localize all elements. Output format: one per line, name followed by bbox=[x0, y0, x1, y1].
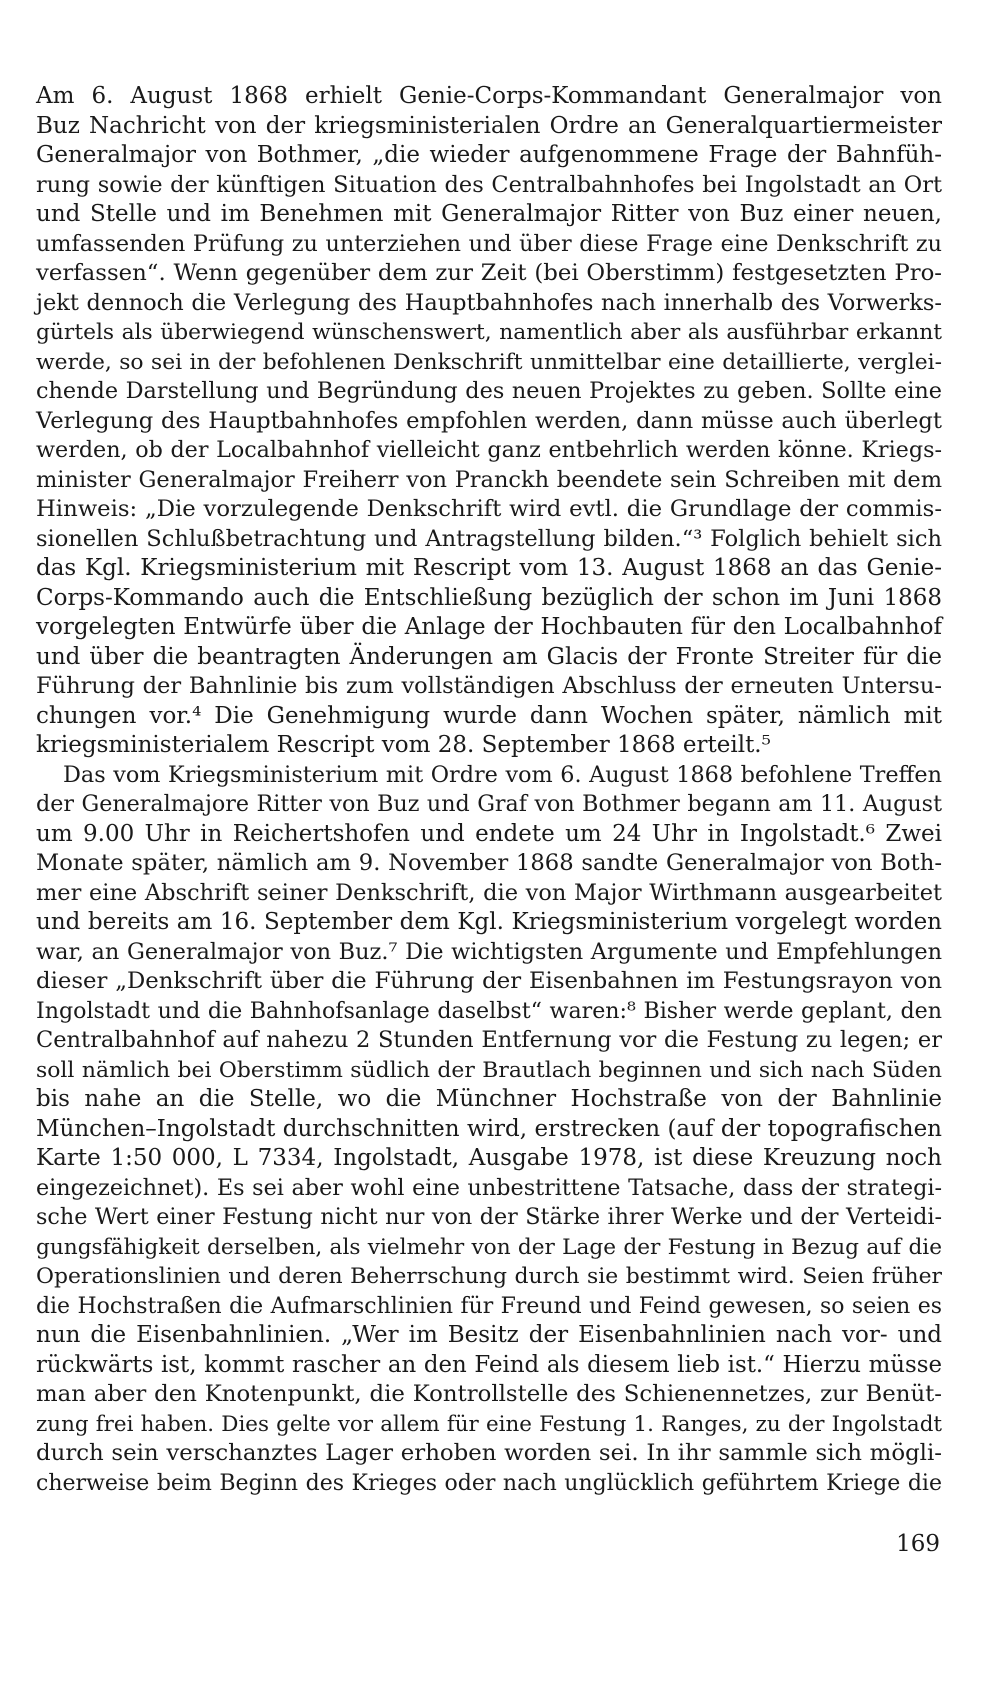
text-line: rung sowie der künftigen Situation des Centralbahnhofes bei Ingolstadt an Ort bbox=[36, 171, 942, 198]
text-line: das Kgl. Kriegsministerium mit Rescript vom 13. August 1868 an das Genie- bbox=[36, 555, 942, 581]
text-line: war, an Generalmajor von Buz.⁷ Die wichtigsten Argumente und Empfehlungen bbox=[36, 938, 942, 965]
text-line: durch sein verschanztes Lager erhoben worden sei. In ihr sammle sich mögli- bbox=[36, 1440, 942, 1466]
text-line: München–Ingolstadt durchschnitten wird, erstrecken (auf der topografischen bbox=[36, 1115, 942, 1142]
text-line: chende Darstellung und Begründung des neuen Projektes zu geben. Sollte eine bbox=[36, 378, 942, 404]
text-line: Generalmajor von Bothmer, „die wieder aufgenommene Frage der Bahnfüh- bbox=[36, 142, 942, 168]
text-line: nun die Eisenbahnlinien. „Wer im Besitz der Eisenbahnlinien nach vor- und bbox=[36, 1322, 942, 1348]
text-line: Karte 1:50 000, L 7334, Ingolstadt, Ausgabe 1978, ist diese Kreuzung noch bbox=[36, 1145, 942, 1171]
text-line: cherweise beim Beginn des Krieges oder nach unglücklich geführtem Kriege die bbox=[36, 1470, 942, 1496]
text-line: Ingolstadt und die Bahnhofsanlage daselbst“ waren:⁸ Bisher werde geplant, den bbox=[36, 997, 942, 1024]
text-line: Das vom Kriegsministerium mit Ordre vom 6. August 1868 befohlene Treffen bbox=[63, 761, 942, 788]
text-line: soll nämlich bei Oberstimm südlich der Brautlach beginnen und sich nach Süden bbox=[36, 1057, 942, 1083]
text-line: um 9.00 Uhr in Reichertshofen und endete um 24 Uhr in Ingolstadt.⁶ Zwei bbox=[36, 820, 942, 847]
text-line: Monate später, nämlich am 9. November 1868 sandte Generalmajor von Both- bbox=[36, 850, 942, 876]
text-line: sionellen Schlußbetrachtung und Antragstellung bilden.“³ Folglich behielt sich bbox=[36, 525, 942, 552]
text-line: gungsfähigkeit derselben, als vielmehr von der Lage der Festung in Bezug auf die bbox=[36, 1234, 942, 1260]
text-line: Centralbahnhof auf nahezu 2 Stunden Entfernung vor die Festung zu legen; er bbox=[36, 1027, 942, 1053]
text-line: dieser „Denkschrift über die Führung der Eisenbahnen im Festungsrayon von bbox=[36, 968, 942, 994]
text-line: Verlegung des Hauptbahnhofes empfohlen werden, dann müsse auch überlegt bbox=[36, 407, 942, 434]
text-line: jekt dennoch die Verlegung des Hauptbahnhofes nach innerhalb des Vorwerks- bbox=[36, 289, 942, 316]
text-line: der Generalmajore Ritter von Buz und Graf von Bothmer begann am 11. August bbox=[36, 791, 942, 817]
text-line: chungen vor.⁴ Die Genehmigung wurde dann Wochen später, nämlich mit bbox=[36, 702, 942, 729]
text-line: eingezeichnet). Es sei aber wohl eine unbestrittene Tatsache, dass der strategi- bbox=[36, 1174, 942, 1201]
text-line: vorgelegten Entwürfe über die Anlage der Hochbauten für den Localbahnhof bbox=[36, 614, 942, 640]
text-line: zung frei haben. Dies gelte vor allem für eine Festung 1. Ranges, zu der Ingolstadt bbox=[36, 1411, 942, 1437]
body-text bbox=[36, 82, 942, 1498]
text-line: Operationslinien und deren Beherrschung durch sie bestimmt wird. Seien früher bbox=[36, 1264, 942, 1289]
text-line: man aber den Knotenpunkt, die Kontrollstelle des Schienennetzes, zur Benüt- bbox=[36, 1381, 942, 1407]
text-line: Am 6. August 1868 erhielt Genie-Corps-Kommandant Generalmajor von bbox=[36, 83, 942, 109]
text-line: und bereits am 16. September dem Kgl. Kriegsministerium vorgelegt worden bbox=[36, 909, 942, 935]
page-number: 169 bbox=[896, 1531, 940, 1557]
text-line: gürtels als überwiegend wünschenswert, namentlich aber als ausführbar erkannt bbox=[36, 320, 942, 345]
text-line: umfassenden Prüfung zu unterziehen und über diese Frage eine Denkschrift zu bbox=[36, 230, 942, 257]
text-line: die Hochstraßen die Aufmarschlinien für Freund und Feind gewesen, so seien es bbox=[36, 1293, 942, 1319]
text-line: mer eine Abschrift seiner Denkschrift, die von Major Wirthmann ausgearbeitet bbox=[36, 879, 942, 906]
text-line: und über die beantragten Änderungen am Glacis der Fronte Streiter für die bbox=[36, 643, 942, 670]
text-line: minister Generalmajor Freiherr von Pranckh beendete sein Schreiben mit dem bbox=[36, 466, 942, 493]
text-line: Hinweis: „Die vorzulegende Denkschrift wird evtl. die Grundlage der commis- bbox=[36, 496, 942, 522]
text-line: Buz Nachricht von der kriegsministerialen Ordre an Generalquartiermeister bbox=[36, 112, 942, 139]
text-line: Corps-Kommando auch die Entschließung bezüglich der schon im Juni 1868 bbox=[36, 584, 942, 611]
text-line: kriegsministerialem Rescript vom 28. September 1868 erteilt.⁵ bbox=[36, 732, 771, 758]
text-line: sche Wert einer Festung nicht nur von der Stärke ihrer Werke und der Verteidi- bbox=[36, 1204, 942, 1230]
text-line: werde, so sei in der befohlenen Denkschrift unmittelbar eine detaillierte, verglei- bbox=[36, 349, 942, 375]
text-line: werden, ob der Localbahnhof vielleicht ganz entbehrlich werden könne. Kriegs- bbox=[36, 437, 942, 463]
text-line: Führung der Bahnlinie bis zum vollständigen Abschluss der erneuten Untersu- bbox=[36, 673, 942, 699]
text-line: rückwärts ist, kommt rascher an den Feind als diesem lieb ist.“ Hierzu müsse bbox=[36, 1351, 942, 1378]
text-line: verfassen“. Wenn gegenüber dem zur Zeit (bei Oberstimm) festgesetzten Pro- bbox=[36, 260, 942, 286]
text-line: und Stelle und im Benehmen mit Generalmajor Ritter von Buz einer neuen, bbox=[36, 201, 942, 227]
text-line: bis nahe an die Stelle, wo die Münchner Hochstraße von der Bahnlinie bbox=[36, 1086, 942, 1112]
